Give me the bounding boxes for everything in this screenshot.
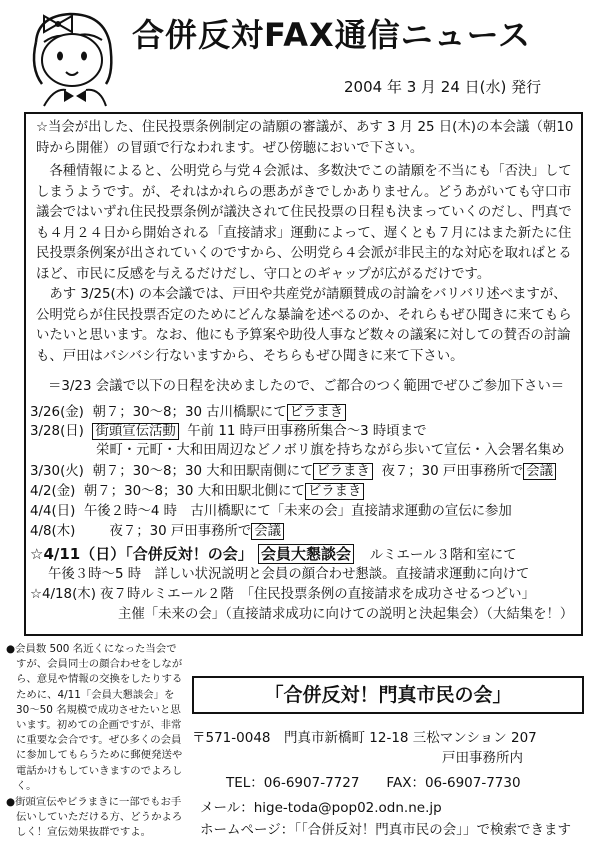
office-name: 戸田事務所内 xyxy=(442,750,523,766)
schedule-tag: 会員大懇談会 xyxy=(258,544,354,564)
schedule-date: 3/26(金) xyxy=(30,405,84,420)
schedule-date: ☆4/11（日）「合併反対！の会」 xyxy=(30,545,253,563)
main-content-box xyxy=(24,112,583,636)
schedule-tag: 会議 xyxy=(251,523,284,540)
address: 〒571-0048 門真市新橋町 12-18 三松マンション 207 xyxy=(192,730,537,746)
schedule-date: 3/28(日) xyxy=(30,424,84,439)
schedule-tag: ビラまき xyxy=(287,404,347,421)
schedule-detail: 夜７；30 戸田事務所で xyxy=(109,524,252,539)
schedule-item xyxy=(30,423,426,441)
schedule-date: 3/30(火) xyxy=(30,464,84,479)
schedule-detail: 栄町・元町・大和田周辺などノボリ旗を持ちながら歩いて宣伝・入会署名集め xyxy=(96,443,565,458)
schedule-item xyxy=(30,545,517,565)
schedule-detail: 朝７；30～8；30 古川橋駅にて xyxy=(92,405,287,420)
homepage: ホームページ：「「合併反対！門真市民の会」」で検索できます xyxy=(200,822,571,838)
schedule-date: 4/4(日) xyxy=(30,504,76,519)
volunteer-note: ●街頭宣伝やビラまきに一部でもお手伝いしていただける方、どうかよろしく！宣伝効果抜群ですよ。 xyxy=(6,796,183,839)
schedule-item xyxy=(30,483,364,501)
schedule-detail: ルミエール３階和室にて xyxy=(369,548,517,563)
schedule-tag: 会議 xyxy=(523,463,556,480)
schedule-detail: 午後３時～5 時 詳しい状況説明と会員の顔合わせ懇談。直接請求運動に向けて xyxy=(48,567,530,582)
intro-paragraph: ☆当会が出した、住民投票条例制定の請願の審議が、あす 3 月 25 日(木)の本会議（朝10時から開催）の冒頭で行なわれます。ぜひ傍聴においで下さい。 xyxy=(36,120,574,156)
member-note: ●会員数 500 名近くになった当会ですが、会員同士の顔合わせをしながら、意見や情報の交換をしたりするために、4/11「会員大懇談会」を 30～50 名規模で成功させたいと思います。初めての企画ですが、非常に重要な会合です。ぜひ多くの会員に参加してもらうために郵便発送や電話かけもしていきますのでよろしく。 xyxy=(6,643,183,792)
meeting-paragraph: あす 3/25(木) の本会議では、戸田や共産党が請願賛成の討論をバリバリ述べますが、公明党らが住民投票否定のためにどんな暴論を述べるのか、それらもぜひ聞きに来てもらいたいと思います。なお、他にも予算案や助役人事など数々の議案に対しての賛否の討論も、戸田はバシバシ行ないますから、そちらもぜひ聞きに来て下さい。 xyxy=(36,287,572,364)
schedule-date: 4/2(金) xyxy=(30,484,76,499)
issue-date: 2004 年 3 月 24 日(水) 発行 xyxy=(344,78,542,96)
schedule-tag: 街頭宣伝活動 xyxy=(92,423,178,440)
schedule-header: ＝3/23 会議で以下の日程を決めましたので、ご都合のつく範囲でぜひご参加下さい＝ xyxy=(48,379,565,394)
newsletter-title: 合併反対FAX通信ニュース xyxy=(132,16,532,54)
schedule-tag: ビラまき xyxy=(313,463,373,480)
email: メール：hige-toda@pop02.odn.ne.jp xyxy=(200,800,442,816)
schedule-item xyxy=(30,523,284,541)
organization-name: 「合併反対！門真市民の会」 xyxy=(192,676,584,714)
info-paragraph: 各種情報によると、公明党ら与党４会派は、多数決でこの請願を不当にも「否決」してしまうようです。が、それはかれらの悪あがきでしかありません。どうあがいても守口市議会ではいずれ住民投票条例が議決されて住民投票の日程も決まっていくのだし、門真でも４月２４日から開始される「直接請求」運動によって、遅くとも７月にはまた新たに住民投票条例案が出されていくのですから、公明党ら４会派が非民主的な対応を取ればとるほど、市民に反感を与えるだけだし、守口とのギャップが広がるだけです。 xyxy=(36,164,572,282)
schedule-date: 4/8(木) xyxy=(30,524,76,539)
contact-block xyxy=(192,676,590,846)
sidebar-notes xyxy=(6,642,186,842)
schedule-item xyxy=(30,463,556,481)
schedule-detail: 主催「未来の会」（直接請求成功に向けての説明と決起集会）（大結集を！） xyxy=(118,607,574,622)
schedule-detail: 午後２時～4 時 古川橋駅にて「未来の会」直接請求運動の宣伝に参加 xyxy=(83,504,512,519)
schedule-item xyxy=(30,503,512,521)
schedule-detail: 朝７；30～8；30 大和田駅北側にて xyxy=(83,484,305,499)
phone-fax: TEL：06-6907-7727 FAX：06-6907-7730 xyxy=(226,775,521,791)
girl-mascot-logo xyxy=(14,2,132,110)
schedule-detail: 朝７；30～8；30 大和田駅南側にて xyxy=(92,464,314,479)
schedule-item xyxy=(30,404,346,422)
schedule-detail: 夜７；30 戸田事務所で xyxy=(381,464,524,479)
schedule-tag: ビラまき xyxy=(305,483,365,500)
schedule-detail: 午前 11 時戸田事務所集合～3 時頃まで xyxy=(187,424,427,439)
schedule-detail: ☆4/18(木) 夜７時ルミエール２階 「住民投票条例の直接請求を成功させるつどい」 xyxy=(30,587,535,602)
